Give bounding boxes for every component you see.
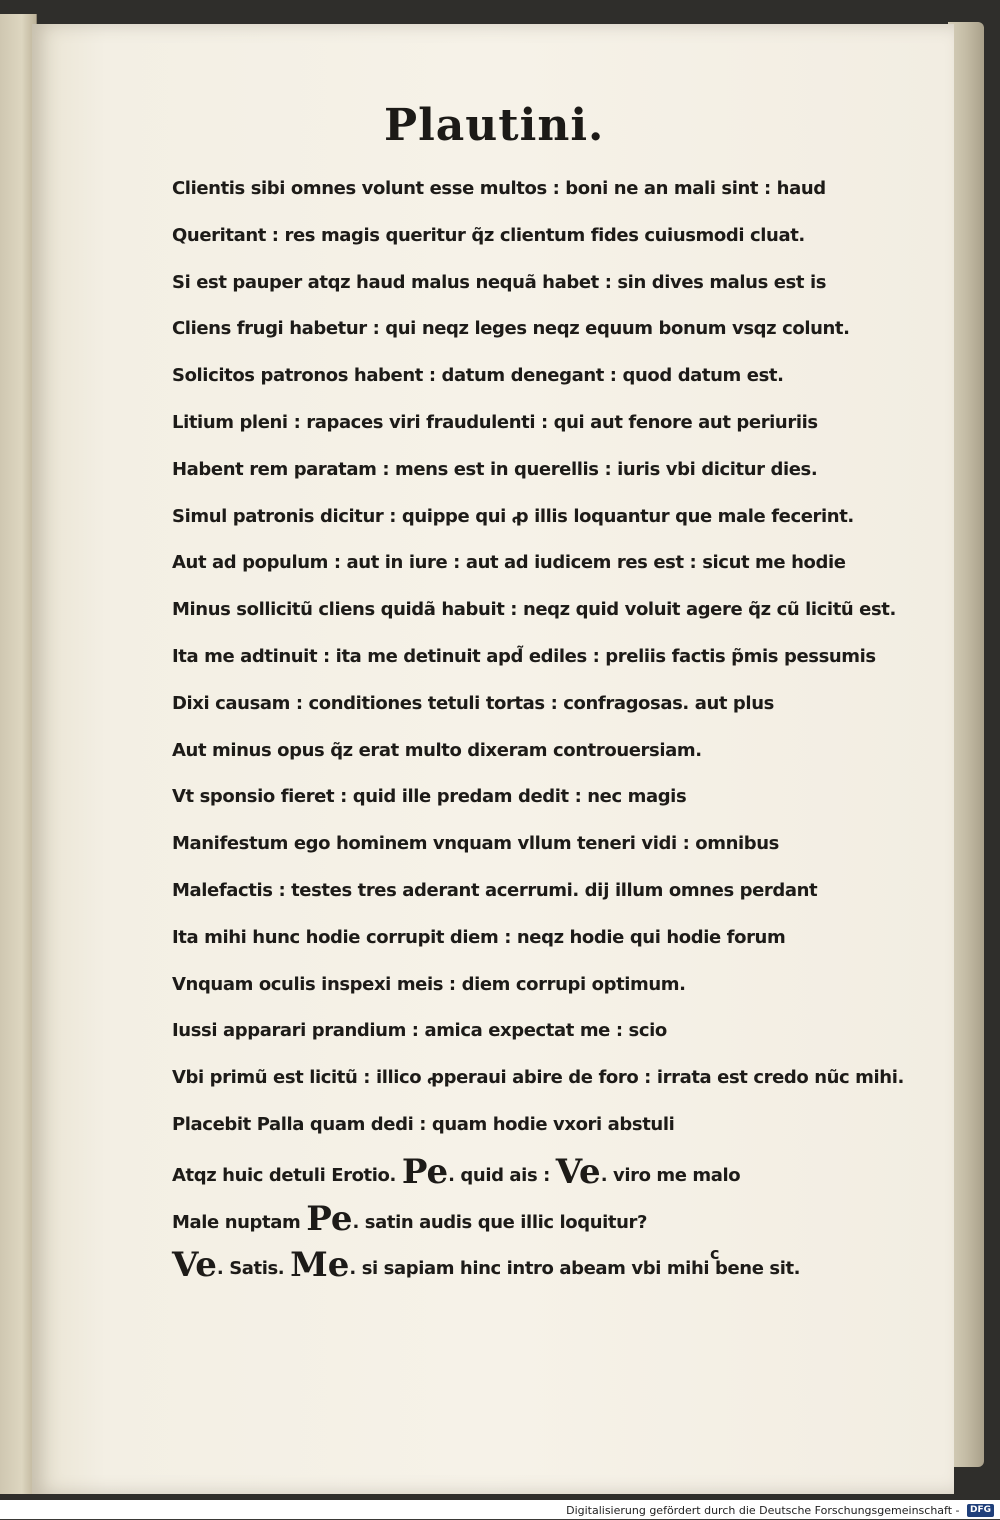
text-line (172, 1055, 904, 1102)
footer-bar (0, 1500, 1000, 1519)
text-line (172, 494, 854, 541)
text-line (172, 306, 850, 353)
line-segment: Minus sollicitũ cliens quidã habuit : neqz quid voluit agere q̃z cũ licitũ est. (172, 599, 896, 621)
line-segment: Placebit Palla quam dedi : quam hodie vxori abstuli (172, 1113, 675, 1135)
dfg-logo: DFG (967, 1504, 994, 1517)
text-line (172, 821, 782, 868)
footer-credit: Digitalisierung gefördert durch die Deutsche Forschungsgemeinschaft - (566, 1503, 960, 1517)
line-segment: Aut minus opus q̃z erat multo dixeram controuersiam. (172, 739, 702, 761)
speaker-abbreviation: Ve (555, 1151, 601, 1192)
text-line (172, 728, 782, 775)
text-line (172, 1102, 782, 1149)
line-segment: Vbi primũ est licitũ : illico ꝓperaui abire de foro : irrata est credo nũc mihi. (172, 1067, 904, 1089)
line-segment: . Satis. (216, 1258, 291, 1280)
text-line (172, 540, 846, 587)
line-segment: Vnquam oculis inspexi meis : diem corrupi optimum. (172, 973, 686, 995)
line-segment: Vt sponsio fieret : quid ille predam dedit : nec magis (172, 786, 687, 808)
line-segment: Aut ad populum : aut in iure : aut ad iudicem res est : sicut me hodie (172, 552, 846, 574)
text-line (172, 213, 805, 260)
speaker-abbreviation: Pe (401, 1151, 449, 1192)
text-line (172, 260, 827, 307)
catchword: c (710, 1244, 720, 1263)
page-heading: Plautini. (384, 100, 605, 151)
line-segment: Male nuptam (172, 1211, 307, 1233)
text-line (172, 1149, 782, 1196)
text-line (172, 681, 782, 728)
speaker-abbreviation: Me (290, 1245, 350, 1286)
line-segment: Manifestum ego hominem vnquam vllum teneri vidi : omnibus (172, 833, 779, 855)
line-segment: Clientis sibi omnes volunt esse multos : boni ne an mali sint : haud (172, 178, 826, 199)
line-segment: Ita me adtinuit : ita me detinuit apd̃ ediles : preliis factis p̃mis pessumis (172, 645, 876, 667)
text-line (172, 774, 782, 821)
line-segment: Dixi causam : conditiones tetuli tortas : confragosas. aut plus (172, 692, 774, 714)
text-line (172, 868, 818, 915)
line-segment: Si est pauper atqz haud malus nequã habet : sin dives malus est is (172, 271, 827, 293)
text-line (172, 634, 876, 681)
line-segment: Solicitos patronos habent : datum denegant : quod datum est. (172, 365, 784, 387)
line-segment: Litium pleni : rapaces viri fraudulenti : qui aut fenore aut periuriis (172, 411, 818, 433)
line-segment: Simul patronis dicitur : quippe qui ꝓ illis loquantur que male fecerint. (172, 505, 854, 527)
speaker-abbreviation: Ve (172, 1245, 217, 1286)
line-segment: . quid ais : (448, 1164, 556, 1186)
line-segment: Atqz huic detuli Erotio. (172, 1164, 402, 1186)
text-line (172, 915, 786, 962)
line-segment: Malefactis : testes tres aderant acerrumi. dĳ illum omnes perdant (172, 879, 818, 901)
line-segment: . viro me malo (600, 1164, 741, 1186)
line-segment: Queritant : res magis queritur q̃z clientum fides cuiusmodi cluat. (172, 224, 805, 246)
text-line (172, 447, 818, 494)
speaker-abbreviation: Pe (306, 1198, 353, 1239)
line-segment: Cliens frugi habetur : qui neqz leges neqz equum bonum vsqz colunt. (172, 318, 850, 340)
line-segment: Iussi apparari prandium : amica expectat me : scio (172, 1020, 667, 1042)
line-segment: . satin audis que illic loquitur? (352, 1211, 648, 1233)
text-line (172, 1242, 801, 1289)
text-line (172, 1196, 782, 1243)
text-lines (172, 166, 904, 1289)
text-line (172, 587, 896, 634)
line-segment: . si sapiam hinc intro abeam vbi mihi bene sit. (349, 1258, 801, 1280)
text-line (172, 353, 782, 400)
text-line (172, 1008, 782, 1055)
text-line (172, 400, 818, 447)
line-segment: Ita mihi hunc hodie corrupit diem : neqz hodie qui hodie forum (172, 926, 786, 948)
text-line (172, 962, 782, 1009)
text-line (172, 166, 826, 213)
line-segment: Habent rem paratam : mens est in querellis : iuris vbi dicitur dies. (172, 458, 818, 480)
